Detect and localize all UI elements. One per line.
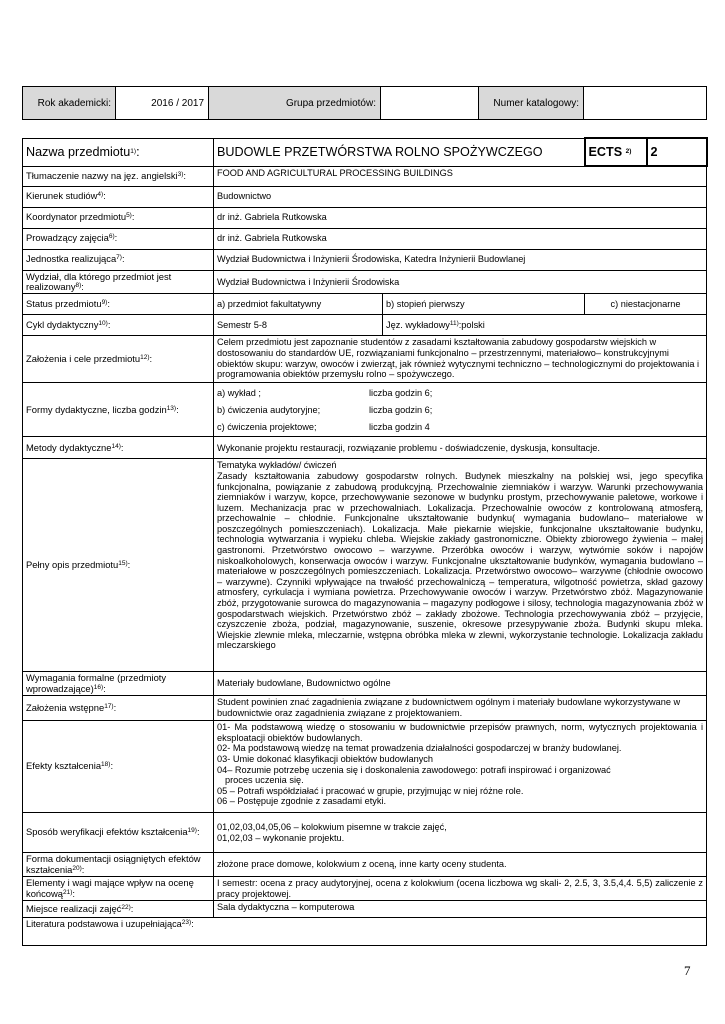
docs-row: [23, 853, 707, 877]
faculty-row: [23, 270, 707, 294]
status-c: c) niestacjonarne: [585, 294, 707, 315]
course-name-row: [23, 138, 707, 166]
prereq-value: Student powinien znać zagadnienia związane z budownictwem ogólnym i materiały budowlane wykorzystywane w budownictwie oraz zagadnienia związane z projektowaniem.: [214, 696, 707, 721]
ects-value: 2: [647, 138, 707, 166]
formal-label: Wymagania formalne (przedmioty wprowadzające)$^{16)}$:: [23, 672, 214, 696]
description-tail: Budynki skupu mleka. Wiejskie zlewnie mleka, mleczarnie, wstępna obróbka mleka w zlewni, wykorzystanie technologie. Lokalizacja zakładu mleczarskiego: [217, 619, 703, 651]
group-label: Grupa przedmiotów:: [209, 87, 381, 120]
unit-label: Jednostka realizująca$^{7)}$:: [23, 249, 214, 270]
lecturer-label: Prowadzący zajęcia$^{6)}$:: [23, 228, 214, 249]
docs-label: Forma dokumentacji osiągniętych efektów kształcenia$^{20)}$:: [23, 853, 214, 877]
catalog-label: Numer katalogowy:: [479, 87, 584, 120]
form-hours: liczba godzin 6;: [369, 404, 433, 415]
catalog-value: [584, 87, 707, 120]
goals-value: Celem przedmiotu jest zapoznanie studentów z zasadami kształtowania zabudowy gospodarstw wiejskich w dostosowaniu do standardów UE, rozwiązaniami funkcjonalno – przestrzennymi, materiałowo– konstrukcyjnymi obiektów skupu: warzyw, owoców i zwierząt, jak również wytycznymi techniczno – technologicznymi do projektowania i programowania obiektów przemysłu rolno – spożywczego.: [214, 336, 707, 383]
list-item: 02- Ma podstawową wiedzę na temat prowadzenia działalności gospodarczej w branży budowlanej.: [217, 743, 622, 754]
faculty-label: Wydział, dla którego przedmiot jest realizowany$^{8)}$:: [23, 270, 214, 294]
lecturer-value: dr inż. Gabriela Rutkowska: [214, 228, 707, 249]
description-value: [214, 459, 707, 672]
field-label: Kierunek studiów$^{4)}$:: [23, 186, 214, 207]
list-item-continuation: proces uczenia się.: [225, 775, 304, 786]
list-item: 04– Rozumie potrzebę uczenia się i doskonalenia zawodowego: potrafi inspirować i organizować: [217, 764, 611, 775]
docs-value: złożone prace domowe, kolokwium z oceną, inne karty oceny studenta.: [214, 853, 707, 877]
literature-row: [23, 918, 707, 946]
faculty-value: Wydział Budownictwa i Inżynierii Środowiska: [214, 270, 707, 294]
year-value: 2016 / 2017: [116, 87, 209, 120]
language-value: Jęz. wykładowy$^{11)}$:polski: [383, 315, 707, 336]
goals-row: [23, 336, 707, 383]
goals-label: Założenia i cele przedmiotu$^{12)}$:: [23, 336, 214, 383]
outcomes-row: [23, 721, 707, 813]
form-name: c) ćwiczenia projektowe;: [217, 421, 317, 432]
verify-row: [23, 813, 707, 853]
unit-value: Wydział Budownictwa i Inżynierii Środowiska, Katedra Inżynierii Budowlanej: [214, 249, 707, 270]
description-title: Tematyka wykładów/ ćwiczeń: [217, 460, 337, 471]
verify-value: [214, 813, 707, 853]
english-name-label: Tłumaczenie nazwy na jęz. angielski$^{3)}$:: [23, 166, 214, 186]
place-value: Sala dydaktyczna – komputerowa: [214, 901, 707, 918]
forms-row: [23, 383, 707, 437]
grade-value: I semestr: ocena z pracy audytoryjnej, ocena z kolokwium (ocena liczbowa wg skali- 2, 2.5, 3, 3.5,4,4. 5,5) zaliczenie z pracy projektowej.: [214, 876, 707, 900]
description-label: Pełny opis przedmiotu$^{15)}$:: [23, 459, 214, 672]
list-item: 05 – Potrafi współdziałać i pracować w grupie, przyjmując w niej różne role.: [217, 785, 524, 796]
verify-line: 01,02,03 – wykonanie projektu.: [217, 832, 345, 843]
formal-row: [23, 672, 707, 696]
course-name-label: Nazwa przedmiotu$^{1)}$:: [23, 138, 214, 166]
coordinator-label: Koordynator przedmiotu$^{5)}$:: [23, 207, 214, 228]
description-row: [23, 459, 707, 672]
list-item: [217, 401, 703, 418]
form-hours: liczba godzin 4: [369, 421, 430, 432]
cycle-value: Semestr 5-8: [214, 315, 383, 336]
list-item: [217, 418, 703, 435]
list-item: 06 – Postępuje zgodnie z zasadami etyki.: [217, 796, 387, 807]
outcomes-label: Efekty kształcenia$^{18)}$:: [23, 721, 214, 813]
lecturer-row: [23, 228, 707, 249]
coordinator-value: dr inż. Gabriela Rutkowska: [214, 207, 707, 228]
form-name: b) ćwiczenia audytoryjne;: [217, 404, 321, 415]
forms-value: [214, 383, 707, 437]
form-hours: liczba godzin 6;: [369, 387, 433, 398]
status-b: b) stopień pierwszy: [383, 294, 585, 315]
grade-label: Elementy i wagi mające wpływ na ocenę końcową$^{21)}$:: [23, 876, 214, 900]
cycle-row: [23, 315, 707, 336]
methods-row: [23, 437, 707, 459]
form-name: a) wykład ;: [217, 387, 261, 398]
list-item: 03- Umie dokonać klasyfikacji obiektów budowlanych: [217, 753, 434, 764]
literature-label: Literatura podstawowa i uzupełniająca$^{23)}$:: [23, 918, 707, 946]
year-label: Rok akademicki:: [23, 87, 116, 120]
verify-line: 01,02,03,04,05,06 – kolokwium pisemne w trakcie zajęć,: [217, 822, 447, 833]
header-table: [22, 86, 707, 120]
forms-list: [217, 384, 703, 435]
status-a: a) przedmiot fakultatywny: [214, 294, 383, 315]
outcomes-value: [214, 721, 707, 813]
grade-row: [23, 876, 707, 900]
formal-value: Materiały budowlane, Budownictwo ogólne: [214, 672, 707, 696]
forms-label: Formy dydaktyczne, liczba godzin$^{13)}$:: [23, 383, 214, 437]
cycle-label: Cykl dydaktyczny$^{10)}$:: [23, 315, 214, 336]
field-row: [23, 186, 707, 207]
verify-label: Sposób weryfikacji efektów kształcenia$^{19)}$:: [23, 813, 214, 853]
coordinator-row: [23, 207, 707, 228]
ects-label: ECTS $^{2)}$: [585, 138, 647, 166]
list-item: [217, 384, 703, 401]
place-label: Miejsce realizacji zajęć$^{22)}$:: [23, 901, 214, 918]
unit-row: [23, 249, 707, 270]
english-name-value: FOOD AND AGRICULTURAL PROCESSING BUILDINGS: [214, 166, 707, 186]
course-syllabus-table: [22, 137, 708, 946]
description-text: Zasady kształtowania zabudowy gospodarstw rolnych. Budynek mieszkalny na polskiej wsi, jego specyfika funkcjonalna, powiązanie z zabudową produkcyjną. Przechowalnie ziemniaków i warzyw. Warunki przechowywania ziemniaków i warzyw, kopce, przechowywanie sezonowe w budynku prostym, przechowywanie paletowe, workowe i luzem. Mechanizacja prac w przechowalniach. Lokalizacja. Przechowalnie owoców z kontrolowaną atmosferą, przechowalnie – chłodnie. Funkcjonalne ukształtowanie budynku( wymagania budowlano– materiałowe w poszczególnych pomieszczeniach). Lokalizacja. Małe piekarnie wiejskie, funkcjonalne ukształtowanie budynku, technologia wytwarzania i wypieku chleba. Wiejskie zakłady gastronomiczne. Obiekty zbiorowego żywienia – małej gastronomi. Przetwórstwo owocowo – warzywne. Przeróbka owoców i warzyw, wytwórnie soków i napojów niskoalkoholowych, konserwacja owoców i warzyw. Funkcjonalne ukształtowanie budynków, wymagania budowlano – materiałowe w poszczególnych pomieszczeniach. Lokalizacja. Przetwórstwo owocowo– warzywne (chłodnie owocowo – warzywne). Czynniki wpływające na trwałość przechowalniczą – temperatura, wilgotność powietrza, skład gazowy atmosfery, cyrkulacja i wymiana powietrza. Przechowywanie owoców i warzyw. Przetwórstwo zbóż. Magazynowanie zbóż, przygotowanie surowca do magazynowania – magazyny podłogowe i silosy, technologia magazynowania zbóż w gospodarstwach wiejskich. Przetwórstwo zbóż – zakłady zbożowe. Technologia przechowywania zbóż – przyjęcie, czyszczenie zboża, podział, magazynowanie, suszenie, okresowe przesypywanie zboża.: [217, 470, 703, 630]
place-row: [23, 901, 707, 918]
field-value: Budownictwo: [214, 186, 707, 207]
group-value: [381, 87, 479, 120]
methods-value: Wykonanie projektu restauracji, rozwiązanie problemu - doświadczenie, dyskusja, konsultacje.: [214, 437, 707, 459]
page-number: 7: [684, 963, 691, 978]
prereq-label: Założenia wstępne$^{17)}$:: [23, 696, 214, 721]
status-label: Status przedmiotu$^{9)}$:: [23, 294, 214, 315]
course-name-value: BUDOWLE PRZETWÓRSTWA ROLNO SPOŻYWCZEGO: [214, 138, 585, 166]
status-row: [23, 294, 707, 315]
english-name-row: [23, 166, 707, 186]
prereq-row: [23, 696, 707, 721]
methods-label: Metody dydaktyczne$^{14)}$:: [23, 437, 214, 459]
list-item: 01- Ma podstawową wiedzę o stosowaniu w budownictwie przepisów prawnych, norm, wytycznych projektowania i eksploatacji obiektów budowlanych.: [217, 722, 703, 743]
